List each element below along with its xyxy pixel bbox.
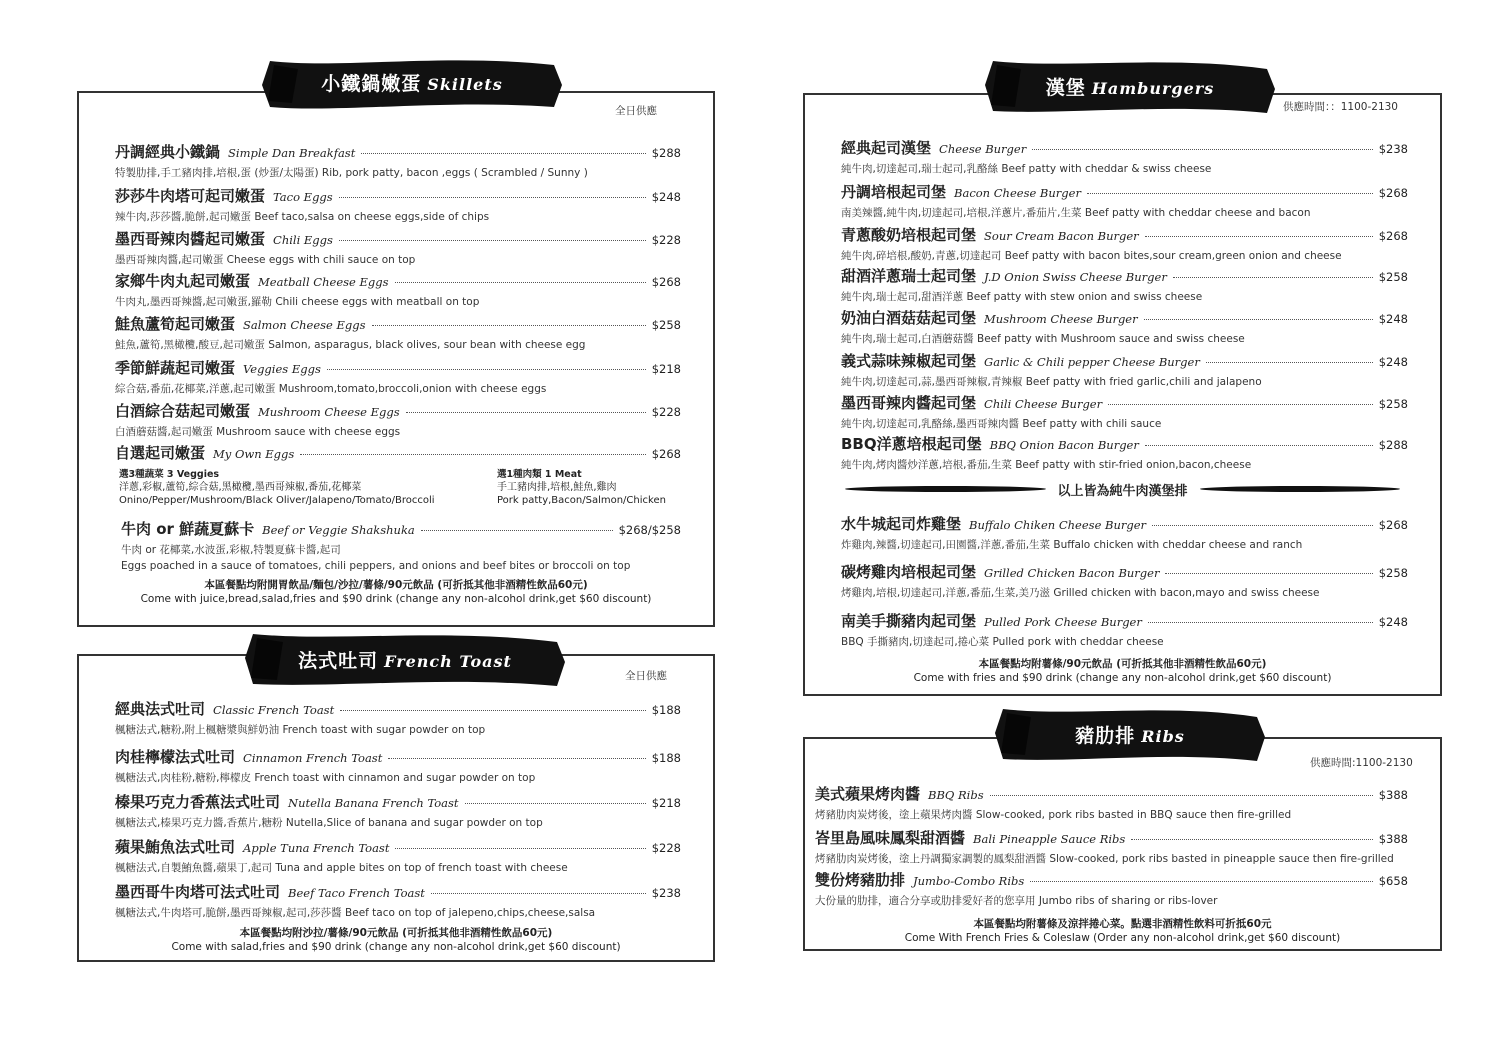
item-desc: 純牛肉,碎培根,酸奶,青蔥,切達起司 Beef patty with bacon bites,sour cream,green onion and cheese <box>841 250 1342 262</box>
item-price: $258 <box>1378 270 1408 284</box>
item-name-zh: 肉桂檸檬法式吐司 <box>115 748 236 766</box>
dot-leader <box>300 454 645 455</box>
dot-leader <box>990 795 1373 796</box>
item-name-en: Beef or Veggie Shakshuka <box>262 523 415 537</box>
item-name-en: Apple Tuna French Toast <box>243 841 390 855</box>
note-en: Come with juice,bread,salad,fries and $90 drink (change any non-alcohol drink,get $60 discount) <box>140 593 652 605</box>
menu-item <box>115 698 681 737</box>
item-price: $388 <box>1378 788 1408 802</box>
item-desc: 烤雞肉,培根,切達起司,洋蔥,番茄,生菜,美乃滋 Grilled chicken with bacon,mayo and swiss cheese <box>841 587 1320 599</box>
note-en: Come With French Fries & Coleslaw (Order any non-alcohol drink,get $60 discount) <box>904 932 1341 944</box>
item-desc: 墨西哥辣肉醬,起司嫩蛋 Cheese eggs with chili sauce on top <box>115 254 416 266</box>
item-desc: 炸雞肉,辣醬,切達起司,田園醬,洋蔥,番茄,生菜 Buffalo chicken with cheddar cheese and ranch <box>841 539 1303 551</box>
item-name-zh: 丹調經典小鐵鍋 <box>115 143 221 161</box>
item-desc: 純牛肉,瑞士起司,甜酒洋蔥 Beef patty with stew onion and swiss cheese <box>841 291 1203 303</box>
menu-item <box>115 185 681 224</box>
section-note <box>79 926 713 954</box>
dot-leader <box>1131 839 1372 840</box>
item-name-zh: 季節鮮蔬起司嫩蛋 <box>115 359 236 377</box>
item-price: $258 <box>651 318 681 332</box>
dot-leader <box>395 848 645 849</box>
menu-item <box>115 400 681 439</box>
item-name-en: Cinnamon French Toast <box>243 751 383 765</box>
item-name-en: Mushroom Cheese Burger <box>984 312 1138 326</box>
veggies-zh: 洋蔥,彩椒,蘆筍,綜合菇,黑橄欖,墨西哥辣椒,番茄,花椰菜 <box>119 482 362 493</box>
item-name-en: Cheese Burger <box>939 142 1027 156</box>
item-name-zh: 家鄉牛肉丸起司嫩蛋 <box>115 272 251 290</box>
item-price: $238 <box>651 886 681 900</box>
item-desc: 純牛肉,烤肉醬炒洋蔥,培根,番茄,生菜 Beef patty with stir-fried onion,bacon,cheese <box>841 459 1252 471</box>
menu-item <box>841 307 1408 346</box>
item-desc: 大份量的肋排，適合分享或肋排愛好者的您享用 Jumbo ribs of sharing or ribs-lover <box>815 895 1218 907</box>
item-price: $268/$258 <box>618 523 681 537</box>
item-name-en: Mushroom Cheese Eggs <box>258 405 400 419</box>
dot-leader <box>339 240 646 241</box>
item-name-zh: 榛果巧克力香蕉法式吐司 <box>115 793 281 811</box>
dot-leader <box>1152 525 1373 526</box>
item-desc: 鮭魚,蘆筍,黑橄欖,酸豆,起司嫩蛋 Salmon, asparagus, black olives, sour bean with cheese egg <box>115 339 586 351</box>
meat-title: 選1種肉類 1 Meat <box>497 469 582 480</box>
item-desc: 純牛肉,切達起司,蒜,墨西哥辣椒,青辣椒 Beef patty with fried garlic,chili and jalapeno <box>841 376 1262 388</box>
burgers-title: 漢堡 Hamburgers <box>1045 77 1215 99</box>
item-price: $248 <box>1378 615 1408 629</box>
menu-item <box>841 392 1408 431</box>
section-note <box>805 917 1440 945</box>
dot-leader <box>339 197 646 198</box>
dot-leader <box>465 803 646 804</box>
item-name-zh: 義式蒜味辣椒起司堡 <box>841 352 977 370</box>
item-desc: 楓糖法式,糖粉,附上楓糖漿與鮮奶油 French toast with sugar powder on top <box>115 724 486 736</box>
item-name-zh: 鮭魚蘆筍起司嫩蛋 <box>115 315 236 333</box>
meat-choices <box>497 468 666 507</box>
meat-en: Pork patty,Bacon/Salmon/Chicken <box>497 495 666 506</box>
item-desc: 牛肉 or 花椰菜,水波蛋,彩椒,特製夏蘇卡醬,起司 <box>121 544 341 556</box>
dot-leader <box>1206 362 1373 363</box>
note-en: Come with salad,fries and $90 drink (change any non-alcohol drink,get $60 discount) <box>171 941 621 953</box>
item-desc-en: Eggs poached in a sauce of tomatoes, chili peppers, and onions and beef bites or broccoli on top <box>121 560 631 572</box>
skillets-title: 小鐵鍋嫩蛋 Skillets <box>321 73 503 95</box>
item-name-en: Chili Cheese Burger <box>984 397 1103 411</box>
item-name-en: Grilled Chicken Bacon Burger <box>984 566 1160 580</box>
item-price: $658 <box>1378 874 1408 888</box>
menu-item <box>115 228 681 267</box>
item-price: $248 <box>1378 355 1408 369</box>
item-name-en: Pulled Pork Cheese Burger <box>984 615 1142 629</box>
menu-item <box>115 442 681 463</box>
meat-zh: 手工豬肉排,培根,鮭魚,雞肉 <box>497 482 617 493</box>
toast-banner <box>245 630 565 692</box>
item-name-zh: 奶油白酒菇菇起司堡 <box>841 309 977 327</box>
section-note <box>79 578 713 606</box>
item-name-en: Bali Pineapple Sauce Ribs <box>973 832 1126 846</box>
menu-item <box>115 313 681 352</box>
item-price: $218 <box>651 362 681 376</box>
item-name-zh: 經典起司漢堡 <box>841 139 932 157</box>
brush-stroke-right <box>1200 486 1401 492</box>
item-name-zh: 雙份烤豬肋排 <box>815 871 906 889</box>
menu-item <box>115 141 681 180</box>
item-price: $228 <box>651 233 681 247</box>
dot-leader <box>1108 404 1373 405</box>
item-price: $268 <box>651 275 681 289</box>
item-name-en: Classic French Toast <box>213 703 335 717</box>
menu-item <box>815 783 1408 822</box>
menu-item <box>815 827 1426 866</box>
toast-hours: 全日供應 <box>625 670 667 682</box>
ribs-panel <box>803 737 1442 951</box>
menu-item <box>115 357 681 396</box>
item-name-zh: 青蔥酸奶培根起司堡 <box>841 226 977 244</box>
item-name-en: BBQ Onion Bacon Burger <box>989 438 1139 452</box>
item-desc: 楓糖法式,肉桂粉,糖粉,檸檬皮 French toast with cinnamon and sugar powder on top <box>115 772 536 784</box>
menu-item <box>841 181 1408 220</box>
dot-leader <box>361 153 645 154</box>
item-desc: 烤豬肋肉炭烤後，塗上蘋果烤肉醬 Slow-cooked, pork ribs basted in BBQ sauce then fire-grilled <box>815 809 1292 821</box>
item-price: $268 <box>1378 518 1408 532</box>
item-price: $188 <box>651 751 681 765</box>
menu-item <box>115 791 681 830</box>
item-name-en: Veggies Eggs <box>243 362 321 376</box>
menu-item <box>115 270 681 309</box>
item-name-zh: 經典法式吐司 <box>115 700 206 718</box>
menu-item-shakshuka <box>121 518 681 572</box>
item-name-zh: 甜酒洋蔥瑞士起司堡 <box>841 267 977 285</box>
item-name-zh: 自選起司嫩蛋 <box>115 444 206 462</box>
item-price: $388 <box>1378 832 1408 846</box>
item-price: $218 <box>651 796 681 810</box>
skillets-banner <box>262 55 562 117</box>
item-desc: 純牛肉,切達起司,瑞士起司,乳酪絲 Beef patty with cheddar & swiss cheese <box>841 163 1212 175</box>
item-price: $258 <box>1378 566 1408 580</box>
dot-leader <box>1145 445 1373 446</box>
menu-item <box>841 610 1408 649</box>
item-price: $188 <box>651 703 681 717</box>
dot-leader <box>340 710 646 711</box>
note-zh: 本區餐點均附薯條/90元飲品 (可折抵其他非酒精性飲品60元) <box>978 658 1267 670</box>
item-name-en: Meatball Cheese Eggs <box>258 275 389 289</box>
item-name-en: Sour Cream Bacon Burger <box>984 229 1139 243</box>
skillets-hours: 全日供應 <box>615 105 657 117</box>
dot-leader <box>395 282 646 283</box>
item-desc: 烤豬肋肉炭烤後，塗上丹調獨家調製的鳳梨甜酒醬 Slow-cooked, pork ribs basted in pineapple sauce then fire-grilled <box>815 853 1394 865</box>
item-name-zh: 白酒綜合菇起司嫩蛋 <box>115 402 251 420</box>
toast-title: 法式吐司 French Toast <box>298 650 512 672</box>
ribs-title: 豬肋排 Ribs <box>1075 725 1185 747</box>
dot-leader <box>372 325 646 326</box>
dot-leader <box>1144 319 1373 320</box>
item-name-en: Nutella Banana French Toast <box>288 796 459 810</box>
item-name-en: BBQ Ribs <box>928 788 984 802</box>
item-name-zh: 牛肉 or 鮮蔬夏蘇卡 <box>121 520 255 538</box>
menu-item <box>841 224 1408 263</box>
note-zh: 本區餐點均附開胃飲品/麵包/沙拉/薯條/90元飲品 (可折抵其他非酒精性飲品60元) <box>204 579 588 591</box>
item-name-zh: 碳烤雞肉培根起司堡 <box>841 563 977 581</box>
menu-item <box>115 836 681 875</box>
skillets-panel <box>77 91 715 627</box>
ribs-banner <box>995 705 1265 767</box>
item-price: $268 <box>651 447 681 461</box>
menu-item <box>115 881 681 920</box>
item-desc: 綜合菇,番茄,花椰菜,洋蔥,起司嫩蛋 Mushroom,tomato,broccoli,onion with cheese eggs <box>115 383 547 395</box>
menu-item <box>841 433 1408 472</box>
item-desc: 楓糖法式,榛果巧克力醬,香蕉片,糖粉 Nutella,Slice of banana and sugar powder on top <box>115 817 543 829</box>
ribs-hours: 供應時間:1100-2130 <box>1310 757 1413 769</box>
item-desc: BBQ 手撕豬肉,切達起司,捲心菜 Pulled pork with cheddar cheese <box>841 636 1164 648</box>
divider-text: 以上皆為純牛肉漢堡排 <box>1057 483 1188 499</box>
dot-leader <box>327 369 646 370</box>
item-name-en: Beef Taco French Toast <box>288 886 425 900</box>
veggies-title: 選3種蔬菜 3 Veggies <box>119 469 220 480</box>
item-name-zh: 蘋果鮪魚法式吐司 <box>115 838 236 856</box>
item-desc: 楓糖法式,自製鮪魚醬,蘋果丁,起司 Tuna and apple bites on top of french toast with cheese <box>115 862 568 874</box>
item-price: $248 <box>1378 312 1408 326</box>
item-name-zh: 美式蘋果烤肉醬 <box>815 785 921 803</box>
item-price: $288 <box>1378 438 1408 452</box>
dot-leader <box>421 530 613 531</box>
dot-leader <box>1165 573 1372 574</box>
beef-divider <box>845 479 1400 499</box>
item-name-en: Jumbo-Combo Ribs <box>913 874 1025 888</box>
item-desc: 純牛肉,瑞士起司,白酒蘑菇醬 Beef patty with Mushroom sauce and swiss cheese <box>841 333 1245 345</box>
item-price: $248 <box>651 190 681 204</box>
dot-leader <box>1173 277 1373 278</box>
dot-leader <box>1148 622 1373 623</box>
burgers-hours: 供應時間：：1100-2130 <box>1283 101 1398 113</box>
veggies-en: Onino/Pepper/Mushroom/Black Oliver/Jalapeno/Tomato/Broccoli <box>119 495 435 506</box>
item-desc: 牛肉丸,墨西哥辣醬,起司嫩蛋,羅勒 Chili cheese eggs with meatball on top <box>115 296 480 308</box>
dot-leader <box>406 412 646 413</box>
item-name-en: J.D Onion Swiss Cheese Burger <box>984 270 1167 284</box>
item-name-en: Chili Eggs <box>273 233 333 247</box>
item-name-zh: 墨西哥牛肉塔可法式吐司 <box>115 883 281 901</box>
menu-item <box>115 746 681 785</box>
item-name-en: My Own Eggs <box>213 447 295 461</box>
veggies-choices <box>119 468 435 507</box>
menu-item <box>841 513 1408 552</box>
item-desc: 南美辣醬,純牛肉,切達起司,培根,洋蔥片,番茄片,生菜 Beef patty with cheddar cheese and bacon <box>841 207 1311 219</box>
item-name-zh: 峇里島風味鳳梨甜酒醬 <box>815 829 966 847</box>
item-desc: 特製肋排,手工豬肉排,培根,蛋 (炒蛋/太陽蛋) Rib, pork patty, bacon ,eggs ( Scrambled / Sunny ) <box>115 167 588 179</box>
dot-leader <box>388 758 645 759</box>
dot-leader <box>1032 149 1373 150</box>
dot-leader <box>431 893 646 894</box>
item-name-en: Buffalo Chiken Cheese Burger <box>969 518 1147 532</box>
item-price: $228 <box>651 841 681 855</box>
item-name-en: Bacon Cheese Burger <box>954 186 1081 200</box>
note-zh: 本區餐點均附薯條及涼拌捲心菜。點選非酒精性飲料可折抵60元 <box>973 918 1272 930</box>
item-desc: 白酒蘑菇醬,起司嫩蛋 Mushroom sauce with cheese eggs <box>115 426 401 438</box>
menu-item <box>841 265 1408 304</box>
menu-item <box>841 350 1408 389</box>
item-price: $258 <box>1378 397 1408 411</box>
menu-item <box>841 137 1408 176</box>
item-name-zh: 墨西哥辣肉醬起司嫩蛋 <box>115 230 266 248</box>
item-name-zh: 莎莎牛肉塔可起司嫩蛋 <box>115 187 266 205</box>
dot-leader <box>1145 236 1373 237</box>
item-name-zh: 丹調培根起司堡 <box>841 183 947 201</box>
item-name-en: Garlic & Chili pepper Cheese Burger <box>984 355 1200 369</box>
item-desc: 純牛肉,切達起司,乳酪絲,墨西哥辣肉醬 Beef patty with chili sauce <box>841 418 1162 430</box>
item-name-en: Salmon Cheese Eggs <box>243 318 366 332</box>
item-name-zh: 水牛城起司炸雞堡 <box>841 515 962 533</box>
item-price: $268 <box>1378 186 1408 200</box>
burgers-banner <box>985 57 1275 119</box>
item-name-zh: 墨西哥辣肉醬起司堡 <box>841 394 977 412</box>
french-toast-panel <box>77 654 715 962</box>
item-price: $268 <box>1378 229 1408 243</box>
burgers-panel <box>803 93 1442 696</box>
brush-stroke-left <box>845 486 1046 492</box>
item-price: $288 <box>651 146 681 160</box>
section-note <box>805 657 1440 685</box>
item-price: $238 <box>1378 142 1408 156</box>
item-name-en: Taco Eggs <box>273 190 333 204</box>
item-price: $228 <box>651 405 681 419</box>
dot-leader <box>1030 881 1372 882</box>
item-desc: 辣牛肉,莎莎醬,脆餅,起司嫩蛋 Beef taco,salsa on cheese eggs,side of chips <box>115 211 490 223</box>
item-name-zh: BBQ洋蔥培根起司堡 <box>841 435 982 453</box>
menu-item <box>841 561 1408 600</box>
item-desc: 楓糖法式,牛肉塔可,脆餅,墨西哥辣椒,起司,莎莎醬 Beef taco on top of jalepeno,chips,cheese,salsa <box>115 907 596 919</box>
menu-item <box>815 869 1408 908</box>
item-name-zh: 南美手撕豬肉起司堡 <box>841 612 977 630</box>
item-name-en: Simple Dan Breakfast <box>228 146 356 160</box>
note-en: Come with fries and $90 drink (change any non-alcohol drink,get $60 discount) <box>913 672 1332 684</box>
note-zh: 本區餐點均附沙拉/薯條/90元飲品 (可折抵其他非酒精性飲品60元) <box>239 927 553 939</box>
dot-leader <box>1087 193 1373 194</box>
